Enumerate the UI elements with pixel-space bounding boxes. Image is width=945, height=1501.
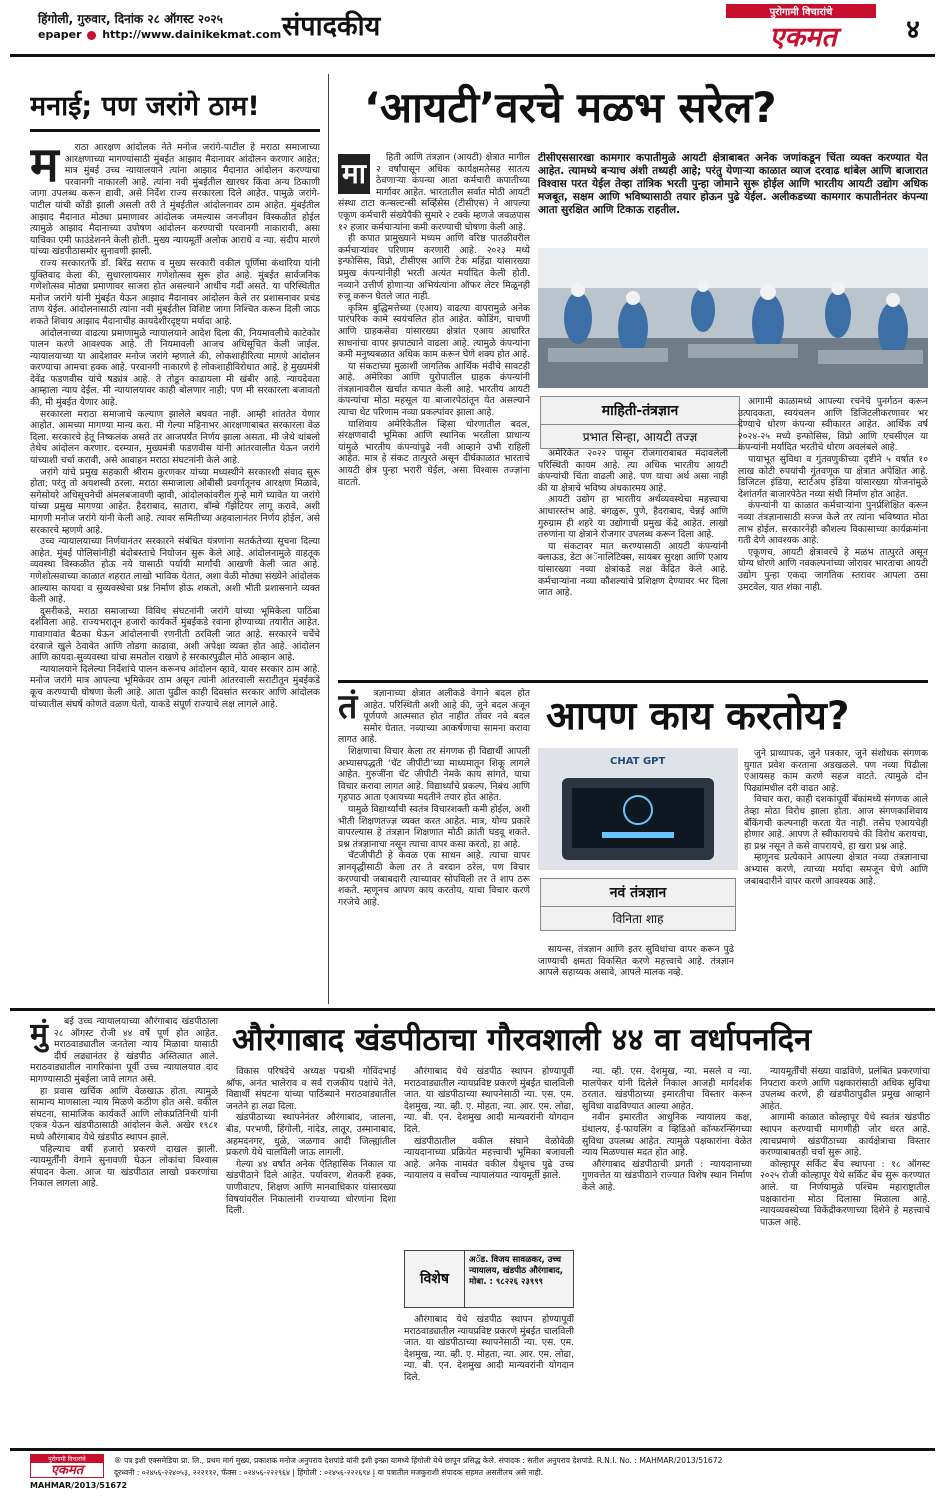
aurangabad-paragraph: गेल्या ४४ वर्षांत अनेक ऐतिहासिक निकाल या खंडपीठाने दिले आहेत. पर्यावरण, शेतकरी हक्क, पाणीवाटप, शिक्षण आणि मानवाधिकार यांसारख्या विषयांवरील निकालांनी राज्याच्या धोरणांना दिशा दिली. [226,1158,396,1217]
masthead [10,4,935,62]
epaper-url[interactable]: http://www.dainikekmat.com [102,28,282,41]
aurangabad-col4 [582,1066,752,1442]
aurangabad-paragraph: औरंगाबाद खंडपीठाची प्रगती : न्यायदानाच्या गुणवत्तेत या खंडपीठाने राज्यात विशेष स्थान निर्माण केले आहे. [582,1158,752,1193]
footer-rule [10,1448,935,1451]
aurangabad-paragraph: औरंगाबाद येथे खंडपीठ स्थापन होण्यापूर्वी मराठवाड्यातील न्यायप्रविष्ट प्रकरणे मुंबईत चालविली जात. या खंडपीठाच्या स्थापनेसाठी न्या. एस. एम. देशमुख, न्या. व्ही. ए. मोहता, न्या. आर. एम. लोढा, न्या. बी. एन. देशमुख आदी मान्यवरांनी योगदान दिले. [404,1066,574,1135]
epaper-label: epaper [38,28,82,41]
it-col1 [338,152,530,672]
it-tag-author: प्रभात सिन्हा, आयटी तज्ज्ञ [582,430,698,444]
ai-dropcap: तं [338,688,358,727]
editorial-paragraph: दुसरीकडे, मराठा समाजाच्या विविध संघटनांनी जरांगे यांच्या भूमिकेला पाठिंबा दर्शविला आहे. राज्यभरातून हजारो कार्यकर्ते मुंबईकडे रवाना होण्याच्या तयारीत आहेत. गावागावांत बैठका घेऊन आंदोलनाची रणनीती ठरविली जात आहे. सरकारने चर्चेचे दरवाजे खुले ठेवावेत आणि तोडगा काढावा, अशी अपेक्षा व्यक्त होत आहे. आंदोलन आणि कायदा-सुव्यवस्था यांचा समतोल राखणे हे सरकारपुढील मोठे आव्हान आहे. [30,605,320,664]
ai-paragraph: यामुळे विद्यार्थ्यांची स्वतंत्र विचारशक्ती कमी होईल, अशी भीती शिक्षणतज्ज्ञ व्यक्त करत आहेत. मात्र, योग्य प्रकारे वापरल्यास हे तंत्रज्ञान शिक्षणात मोठी क्रांती घडवू शकते. प्रश्न तंत्रज्ञानाचा नसून त्याचा वापर कसा करतो, हा आहे. [338,803,530,850]
date-line: हिंगोली, गुरुवार, दिनांक २८ ऑगस्ट २०२५ [38,12,223,26]
aurangabad-col1 [30,1016,218,1442]
footer-registration: MAHMAR/2013/51672 [30,1481,128,1490]
column-divider [328,74,329,1004]
brand-name: एकमत [769,22,837,53]
ai-photo [538,748,738,870]
it-paragraph: कृत्रिम बुद्धिमत्तेच्या (एआय) वाढत्या वापरामुळे अनेक पारंपरिक कामे स्वयंचलित होत आहेत. कोडिंग, चाचणी आणि ग्राहकसेवा यांसारख्या क्षेत्रांत एआय आधारित साधनांचा वापर झपाट्याने वाढला आहे. त्यामुळे कंपन्यांना कमी मनुष्यबळात अधिक काम करून घेणे शक्य होत आहे. [338,302,530,361]
page-number: ४ [906,15,920,45]
it-tag-box [540,396,740,449]
it-paragraph: या संकटाच्या मुळाशी जागतिक आर्थिक मंदीचे सावटही आहे. अमेरिका आणि युरोपातील ग्राहक कंपन्यांनी तंत्रज्ञानावरील खर्चात कपात केली आहे. भारतीय आयटी कंपन्यांचा मोठा महसूल या बाजारपेठांतून येत असल्याने त्याचा थेट परिणाम नव्या प्रकल्पांवर झाला आहे. [338,360,530,419]
aurangabad-paragraph: कोल्हापूर सर्किट बेंच स्थापना : १८ ऑगस्ट २०२५ रोजी कोल्हापूर येथे सर्किट बेंच सुरू करण्यात आले. या निर्णयामुळे पश्चिम महाराष्ट्रातील पक्षकारांना मोठा दिलासा मिळाला आहे. न्यायव्यवस्थेच्या विकेंद्रीकरणाच्या दिशेने हे महत्त्वाचे पाऊल आहे. [760,1158,930,1228]
page-section-rule [10,1008,935,1011]
footer-brand-name: एकमत [50,1463,84,1478]
globe-icon [87,31,96,40]
special-box [404,1250,574,1308]
it-paragraph: कंपन्यांनी या काळात कर्मचाऱ्यांना पुनर्प्रशिक्षित करून नव्या तंत्रज्ञानासाठी सज्ज केले तर त्यांना भविष्यात मोठा लाभ होईल. सरकारनेही कौशल्य विकासाच्या कार्यक्रमांना गती देणे आवश्यक आहे. [738,500,928,547]
ai-tag-author: विनिता शाह [612,912,664,926]
footer [30,1454,930,1494]
aurangabad-headline: औरंगाबाद खंडपीठाचा गौरवशाली ४४ वा वर्धापनदिन [232,1022,812,1058]
aurangabad-paragraph: आगामी काळात कोल्हापूर येथे स्वतंत्र खंडपीठ स्थापन करण्याची मागणीही जोर धरत आहे. त्याचप्रमाणे खंडपीठाच्या कार्यक्षेत्राचा विस्तार करण्याबाबतही चर्चा सुरू आहे. [760,1112,930,1159]
ai-headline: आपण काय करतोय? [546,694,850,739]
it-paragraph: पायाभूत सुविधा व गुंतवणुकीच्या दृष्टीने ५ वर्षात १० लाख कोटी रुपयांची गुंतवणूक या क्षेत्रात अपेक्षित आहे. डिजिटल इंडिया, स्टार्टअप इंडिया यांसारख्या योजनांमुळे देशांतर्गत बाजारपेठेत नव्या संधी निर्माण होत आहेत. [738,453,928,500]
aurangabad-paragraph: बई उच्च न्यायालयाच्या औरंगाबाद खंडपीठाला २८ ऑगस्ट रोजी ४४ वर्षे पूर्ण होत आहेत. मराठवाड्यातील जनतेला न्याय मिळावा यासाठी दीर्घ लढ्यानंतर हे खंडपीठ अस्तित्वात आले. मराठवाड्यातील नागरिकांना पूर्वी उच्च न्यायालयात दाद मागण्यासाठी मुंबईला जावे लागत असे. [30,1016,218,1085]
it-paragraph: एकूणच, आयटी क्षेत्रावरचे हे मळभ तात्पुरते असून योग्य धोरणे आणि नवकल्पनांच्या जोरावर भारताचा आयटी उद्योग पुन्हा एकदा जागतिक स्तरावर आपला ठसा उमटवेल, यात शंका नाही. [738,546,928,593]
it-paragraph: अमेरिकेत २०२२ पासून रोजगाराबाबत मंदावलेली परिस्थिती कायम आहे. त्या अधिक भारतीय आयटी कंपन्यांची चिंता वाढली आहे. पण याचा अर्थ असा नाही की या क्षेत्राचे भविष्य अंधकारमय आहे. [538,448,728,494]
it-paragraph: या संकटावर मात करण्यासाठी आयटी कंपन्यांनी क्लाऊड, डेटा अॅनालिटिक्स, सायबर सुरक्षा आणि एआय यांसारख्या नव्या क्षेत्रांकडे लक्ष केंद्रित केले आहे. कर्मचाऱ्यांना नव्या कौशल्यांचे प्रशिक्षण देण्यावर भर दिला जात आहे. [538,540,728,599]
it-paragraph: आयटी उद्योग हा भारतीय अर्थव्यवस्थेचा महत्त्वाचा आधारस्तंभ आहे. बंगळुरू, पुणे, हैदराबाद, चेन्नई आणि गुरुग्राम ही शहरे या उद्योगाची प्रमुख केंद्रे आहेत. लाखो तरुणांना या क्षेत्राने रोजगार उपलब्ध करून दिला आहे. [538,494,728,541]
ai-paragraph: म्हणूनच प्रत्येकाने आपल्या क्षेत्रात नव्या तंत्रज्ञानाचा अभ्यास करणे, त्याच्या मर्यादा समजून घेणे आणि जबाबदारीने वापर करणे आवश्यक आहे. [744,852,928,887]
aurangabad-paragraph: न्यायमूर्तींची संख्या वाढविणे, प्रलंबित प्रकरणांचा निपटारा करणे आणि पक्षकारांसाठी अधिक सुविधा उपलब्ध करणे, ही खंडपीठापुढील प्रमुख आव्हाने आहेत. [760,1066,930,1112]
ai-col1 [338,688,530,1000]
it-intro [538,152,928,242]
ai-paragraph: जुने प्राध्यापक, जुने पत्रकार, जुने संशोधक संगणक युगात प्रवेश करताना अडखळले. पण नव्या पिढीला एआयसह काम करणे सहज वाटते. त्यामुळे दोन पिढ्यांमधील दरी वाढत आहे. [744,748,928,794]
aurangabad-paragraph: पहिल्याच वर्षी हजारो प्रकरणे दाखल झाली. न्यायमूर्तींनी वेगाने सुनावणी घेऊन लोकांचा विश्वास संपादन केला. आज या खंडपीठात लाखो प्रकरणांचा निकाल लागला आहे. [30,1143,218,1190]
editorial-body [30,142,320,1004]
it-col3 [738,396,928,672]
editorial-dropcap: म [30,142,59,193]
editorial-paragraph: न्यायालयाने दिलेल्या निर्देशांचे पालन करूनच आंदोलन व्हावे, यावर सरकार ठाम आहे. मनोज जरांगे मात्र आपल्या भूमिकेवर ठाम असून त्यांनी आंतरवाली सराटीतून मुंबईकडे कूच करण्याची घोषणा केली आहे. आता पुढील काही दिवसांत सरकार आणि आंदोलक यांच्यातील संघर्ष कोणते वळण घेतो, याकडे संपूर्ण राज्याचे लक्ष लागले आहे. [30,663,320,710]
aurangabad-paragraph: हा प्रवास खर्चिक आणि वेळखाऊ होता. त्यामुळे सामान्य माणसाला न्याय मिळणे कठीण होत असे. वकील संघटना, सामाजिक कार्यकर्ते आणि लोकप्रतिनिधी यांनी एकत्र येऊन खंडपीठासाठी आंदोलन केले. अखेर १९८१ मध्ये औरंगाबाद येथे खंडपीठ स्थापन झाले. [30,1085,218,1143]
footer-imprint: ® पत्र इशी एक्समेडिया प्रा. लि., प्रथम मार्ग मुख्य, प्रकाशक मनोज अनुपराव देशपांडे यांनी इशी इन्फ्रा यामध्ये हिंगोली येथे छापून प्रसिद्ध केले. संपादक : सतीश अनुपराव देशपांडे. R.N.I. No. : MAHMAR/2013/51672 [114,1456,723,1465]
it-photo [538,248,928,388]
aurangabad-dropcap: मुं [30,1017,48,1052]
editorial-paragraph: उच्च न्यायालयाच्या निर्णयानंतर सरकारने संबंधित यंत्रणांना सतर्कतेच्या सूचना दिल्या आहेत. मुंबई पोलिसांनीही बंदोबस्ताचे नियोजन सुरू केले आहे. आंदोलनामुळे वाहतूक व्यवस्था विस्कळीत होऊ नये यासाठी पर्यायी मार्गांची आखणी केली जात आहे. गणेशोत्सवाच्या काळात शहरात लाखो भाविक येतात, अशा वेळी मोठ्या संख्येने आंदोलक आल्यास कायदा व सुव्यवस्थेचा प्रश्न निर्माण होऊ शकतो, अशी भीती प्रशासनाने व्यक्त केली आहे. [30,536,320,606]
footer-brand-small: पुरोगामी विचारांचे [31,1455,103,1463]
factory-workers-illustration [538,248,928,388]
it-dropcap: मा [338,154,370,194]
it-col2 [538,448,728,672]
ai-paragraph: चॅटजीपीटी हे केवळ एक साधन आहे. त्याचा वापर ज्ञानवृद्धीसाठी केला तर ते वरदान ठरेल, पण विचार करण्याची जबाबदारी त्याच्यावर सोपविली तर ते शाप ठरू शकते. म्हणूनच आपण काय करतोय, याचा विचार करणे गरजेचे आहे. [338,850,530,908]
editorial-paragraph: राज्य सरकारतर्फे डॉ. बिरेंद्र सराफ व मुख्य सरकारी वकील पूर्णिमा कंथारिया यांनी युक्तिवाद केला की, सुधारलायसार गणेशोत्सव सुरू होत आहे. मुंबईत सार्वजनिक गणेशोत्सव मोठ्या प्रमाणावर साजरा होत असल्याने आधीच गर्दी असते. या परिस्थितीत मनोज जरांगे यांनी मुंबईत येऊन आझाद मैदानावर आंदोलन केले तर प्रशासनावर प्रचंड ताण येईल. आंदोलनासाठी त्यांना नवी मुंबईतील विशिष्ट जागा निश्चित करून दिली जाऊ शकते शिवाय आझाद मैदानाचीह कायदेशीरदृष्ट्या मर्यादा आहे. [30,257,320,327]
aurangabad-col2 [226,1066,396,1442]
header-rule [10,54,935,57]
ai-paragraph: शिक्षणाचा विचार केला तर संगणक ही विद्यार्थी आपली अभ्यासपद्धती ‘चॅट जीपीटी’च्या माध्यमातून शिकू लागले आहेत. गुरुजींना चॅट जीपीटी नेमके काय सांगते, याचा विचार करावा लागत आहे. विद्यार्थ्यांचे प्रकल्प, निबंध आणि गृहपाठ आता एआयच्या मदतीने तयार होत आहेत. [338,745,530,804]
section-title: संपादकीय [282,11,381,42]
brand-logo [716,4,884,53]
ai-paragraph: सायन्स, तंत्रज्ञान आणि इतर सुविधांचा वापर करून पुढे जाण्याची क्षमता विकसित करणे महत्त्वाचे आहे. तंत्रज्ञान आपले सहाय्यक असावे, आपले मालक नव्हे. [538,944,734,979]
it-paragraph: याशिवाय अमेरिकेतील व्हिसा धोरणातील बदल, संरक्षणवादी भूमिका आणि स्थानिक भरतीला प्राधान्य यांमुळे भारतीय कंपन्यांपुढे नवी आव्हाने उभी राहिली आहेत. मात्र हे संकट तात्पुरते असून दीर्घकाळात भारताचे आयटी क्षेत्र पुन्हा भरारी घेईल, असा विश्वास तज्ज्ञांना वाटतो. [338,418,530,488]
it-tag-title: माहिती-तंत्रज्ञान [541,397,739,425]
ai-image-label: CHAT GPT [610,756,666,767]
aurangabad-paragraph: खंडपीठातील वकील संघाने वेळोवेळी न्यायदानाच्या प्रक्रियेत महत्त्वाची भूमिका बजावली आहे. अनेक नामवंत वकील येथूनच पुढे उच्च न्यायालय व सर्वोच्च न्यायालयात न्यायमूर्ती झाले. [404,1135,574,1182]
it-intro-text: टीसीएससारखा कामगार कपातीमुळे आयटी क्षेत्राबाबत अनेक जणांकडून चिंता व्यक्त करण्यात येत आहेत. त्यामध्ये बऱ्याच अंशी तथ्यही आहे; परंतु येणाऱ्या काळात व्याज दरवाढ थांबेल आणि बाजारात विश्वास परत येईल तेव्हा तांत्रिक भरती पुन्हा जोमाने सुरू होईल आणि भारतीय आयटी उद्योग अधिक मजबूत, सक्षम आणि भविष्यासाठी तयार होऊन पुढे येईल. अलीकडच्या कामगार कपातीनंतर कंपन्या आता सुरक्षित आणि टिकाऊ राहतील. [538,152,928,216]
editorial-paragraph: जरांगे यांचे प्रमुख सहकारी श्रीराम कुरणकर यांच्या मध्यस्थीने सरकारशी संवाद सुरू होता; परंतु तो अयशस्वी ठरला. मराठा समाजाला ओबीसी प्रवर्गातूनच आरक्षण मिळावे, सगेसोयरे अधिसूचनेची अंमलबजावणी व्हावी, आंदोलकांवरील गुन्हे मागे घ्यावेत या जरांगे यांच्या प्रमुख मागण्या आहेत. हैदराबाद, सातारा, बॉम्बे गॅझेटियर लागू करावे, अशी मागणी मनोज जरांगे यांनी केली आहे. त्यावर समितीच्या अहवालानंतर निर्णय होईल, असे सरकारचे म्हणणे आहे. [30,466,320,536]
aurangabad-paragraph: खंडपीठाच्या स्थापनेनंतर औरंगाबाद, जालना, बीड, परभणी, हिंगोली, नांदेड, लातूर, उस्मानाबाद, अहमदनगर, धुळे, जळगाव आदी जिल्ह्यांतील प्रकरणे येथे चालविली जाऊ लागली. [226,1112,396,1159]
ai-tag-box [540,878,736,931]
ai-col2 [538,944,734,1000]
editorial-paragraph: राठा आरक्षण आंदोलक नेते मनोज जरांगे-पाटील हे मराठा समाजाच्या आरक्षणाच्या मागण्यांसाठी मुंबईत आझाद मैदानावर आंदोलन करणार आहेत; मात्र मुंबई उच्च न्यायालयाने त्यांना आझाद मैदानात आंदोलन करण्याचा परवानगी नाकारली आहे. त्यांना नवी मुंबईतील खारघर किंवा अन्य ठिकाणी जागा उपलब्ध करून द्यावी, असे निर्देश राज्य सरकारला दिले आहेत. पामुळे जरांगे-पाटील यांची कोंडी झाली असली तरी ते मुंबईतील आंदोलनावर ठाम आहेत. मुंबईतील आझाद मैदानात मोठ्या प्रमाणावर आंदोलक जमल्यास जनजीवन विस्कळीत होईल त्यामुळे आझाद मैदानाच्या उपोषण आंदोलन करण्याची परवानगी नाकारावी, असा याचिका एमी फाउंडेशनने केली होती. मुख्य न्यायमूर्ती अलोक आराधे व न्या. संदीप मारणे यांच्या खंडपीठासमोर सुनावणी झाली. [30,142,320,258]
footer-contact: दूरध्वनी : ०२४५६-२२४०५३, २२२११२, फॅक्स : ०२४५६-२२२९६४ | हिंगोली : ०२४५६-२२२६९४ | या पत्रातील मजकुराशी संपादक सहमत असतीलच असे नाही. [114,1468,544,1477]
aurangabad-col3 [404,1066,574,1244]
ai-paragraph: विचार करा, काही दशकांपूर्वी बँकांमध्ये संगणक आले तेव्हा मोठा विरोध झाला होता. आज संगणकाशिवाय बँकिंगची कल्पनाही करता येत नाही. तसेच एआयचेही होणार आहे. आपण ते स्वीकारायचे की विरोध करायचा, हा प्रश्न नसून ते कसे वापरायचे, हा खरा प्रश्न आहे. [744,794,928,852]
ai-tag-title: नवं तंत्रज्ञान [541,879,735,907]
aurangabad-col3b [404,1314,574,1442]
section-rule [338,680,928,683]
footer-logo [30,1454,104,1478]
it-paragraph: ही कपात प्रामुख्याने मध्यम आणि वरिष्ठ पातळीवरील कर्मचाऱ्यांवर परिणाम करणारी आहे. २०२३ मध्ये इन्फोसिस, विप्रो, टीसीएस आणि टेक महिंद्रा यांसारख्या प्रमुख कंपन्यांनीही भरती अत्यंत मर्यादित केली होती. नव्याने उत्तीर्ण होणाऱ्या अभियंत्यांना ऑफर लेटर मिळूनही रुजू करून घेतले जात नाही. [338,233,530,303]
editorial-paragraph: आंदोलनाच्या वाढत्या प्रमाणामुळे न्यायालयाने आदेश दिला की, नियमावलीचे काटेकोर पालन करणे आवश्यक आहे. ती नियमावली आजच अधिसूचित केली जाईल. न्यायालयाच्या या आदेशावर मनोज जरांगे म्हणाले की, लोकशाहीरित्या मागणे आंदोलन करण्याचा आमचा हक्क आहे. परवानगी नाकारणे हे लोकशाहीविरोधात आहे. हे मुख्यमंत्री देवेंद्र फडणवीस यांचे षड्यंत्र आहे. ते तोडून काढायला मी खंबीर आहे. न्यायदेवता आम्हाला न्याय देईल. मी न्यायालयावर काही बोलणार नाही; पण मी सरकारला बजावतो की, मी मुंबईत येणार आहे. [30,327,320,409]
aurangabad-paragraph: नवीन इमारतीत आधुनिक न्यायालय कक्ष, ग्रंथालय, ई-फायलिंग व व्हिडिओ कॉन्फरन्सिंगच्या सुविधा उपलब्ध आहेत. त्यामुळे पक्षकारांना वेळेत न्याय मिळण्यास मदत होत आहे. [582,1112,752,1159]
ai-paragraph: त्रज्ञानाच्या क्षेत्रात अलीकडे वेगाने बदल होत आहेत. परिस्थिती अशी आहे की, जुने बदल अजून पूर्णपणे आत्मसात होत नाहीत तोवर नवे बदल समोर येतात. नव्याच्या आकर्षणाचा सामना करावा लागत आहे. [338,688,530,746]
aurangabad-col5 [760,1066,930,1442]
editorial-paragraph: सरकारला मराठा समाजाचे कल्याण झालेले बघवत नाही. आम्ही शांततेत येणार आहोत. आमच्या मागण्या मान्य करा. मी गेल्या महिनाभर आरक्षणाबाबत सरकारला वेळ दिला. सरकारचे हेतू निष्कलंक असते तर आजपर्यंत निर्णय झाला असता. मी जेथे थांबलो तेथेच आंदोलन करणार. दरम्यान, मुख्यमंत्री फडणवीस यांनी आंतरवालीत येऊन जरांगे यांच्याशी चर्चा करावी, असे आवाहन मराठा संघटनांनी केले आहे. [30,408,320,467]
brand-tagline: पुरोगामी विचारांचे [726,4,876,18]
it-headline: ‘आयटी’वरचे मळभ सरेल? [364,83,777,132]
special-author: अॅड. विजय सावळकर, उच्च न्यायालय, खंडपीठ औरंगाबाद, मोबा. : ९८२२६ २३९९९ [469,1255,564,1287]
aurangabad-paragraph: न्या. व्ही. एस. देशमुख, न्या. मसले व न्या. मालपेकर यांनी दिलेले निकाल आजही मार्गदर्शक ठरतात. खंडपीठाच्या इमारतीचा विस्तार करून सुविधा वाढविण्यात आल्या आहेत. [582,1066,752,1112]
editorial-headline: मनाई; पण जरांगे ठाम! [30,86,320,132]
epaper-line[interactable] [38,28,281,41]
it-paragraph: आगामी काळामध्ये आपल्या रचनेचे पुनर्गठन करून उत्पादकता, स्वयंचलन आणि डिजिटलीकरणावर भर देण्याचे धोरण कंपन्या स्वीकारत आहेत. आर्थिक वर्ष २०२४-२५ मध्ये इन्फोसिस, विप्रो आणि एचसीएल या कंपन्यांनी मर्यादित भरतीचे धोरण अवलंबले आहे. [738,396,928,454]
ai-col3 [744,748,928,1000]
it-paragraph: हिती आणि तंत्रज्ञान (आयटी) क्षेत्रात मागील २ वर्षांपासून अधिक कार्यक्षमतेसह सातत्य ठेवणाऱ्या कंपन्या आता कर्मचारी कपातीच्या मार्गावर आहेत. भारतातील सर्वात मोठी आयटी संस्था टाटा कन्सल्टन्सी सर्व्हिसेस (टीसीएस) ने आपल्या एकूण कर्मचारी संख्येपैकी सुमारे २ टक्के म्हणजे जवळपास १२ हजार कर्मचाऱ्यांना कमी करण्याची घोषणा केली आहे. [338,152,530,233]
aurangabad-paragraph: औरंगाबाद येथे खंडपीठ स्थापन होण्यापूर्वी मराठवाड्यातील न्यायप्रविष्ट प्रकरणे मुंबईत चालविली जात. या खंडपीठाच्या स्थापनेसाठी न्या. एस. एम. देशमुख, न्या. व्ही. ए. मोहता, न्या. आर. एम. लोढा, न्या. बी. एन. देशमुख आदी मान्यवरांनी योगदान दिले. [404,1314,574,1383]
aurangabad-paragraph: विकास परिषदेचे अध्यक्ष पद्मश्री गोविंदभाई श्रॉफ, अनंत भालेराव व सर्व राजकीय पक्षांचे नेते, विद्यार्थी संघटना यांच्या पाठिंब्याने मराठवाड्यातील जनतेने हा लढा दिला. [226,1066,396,1112]
special-label: विशेष [405,1251,465,1307]
